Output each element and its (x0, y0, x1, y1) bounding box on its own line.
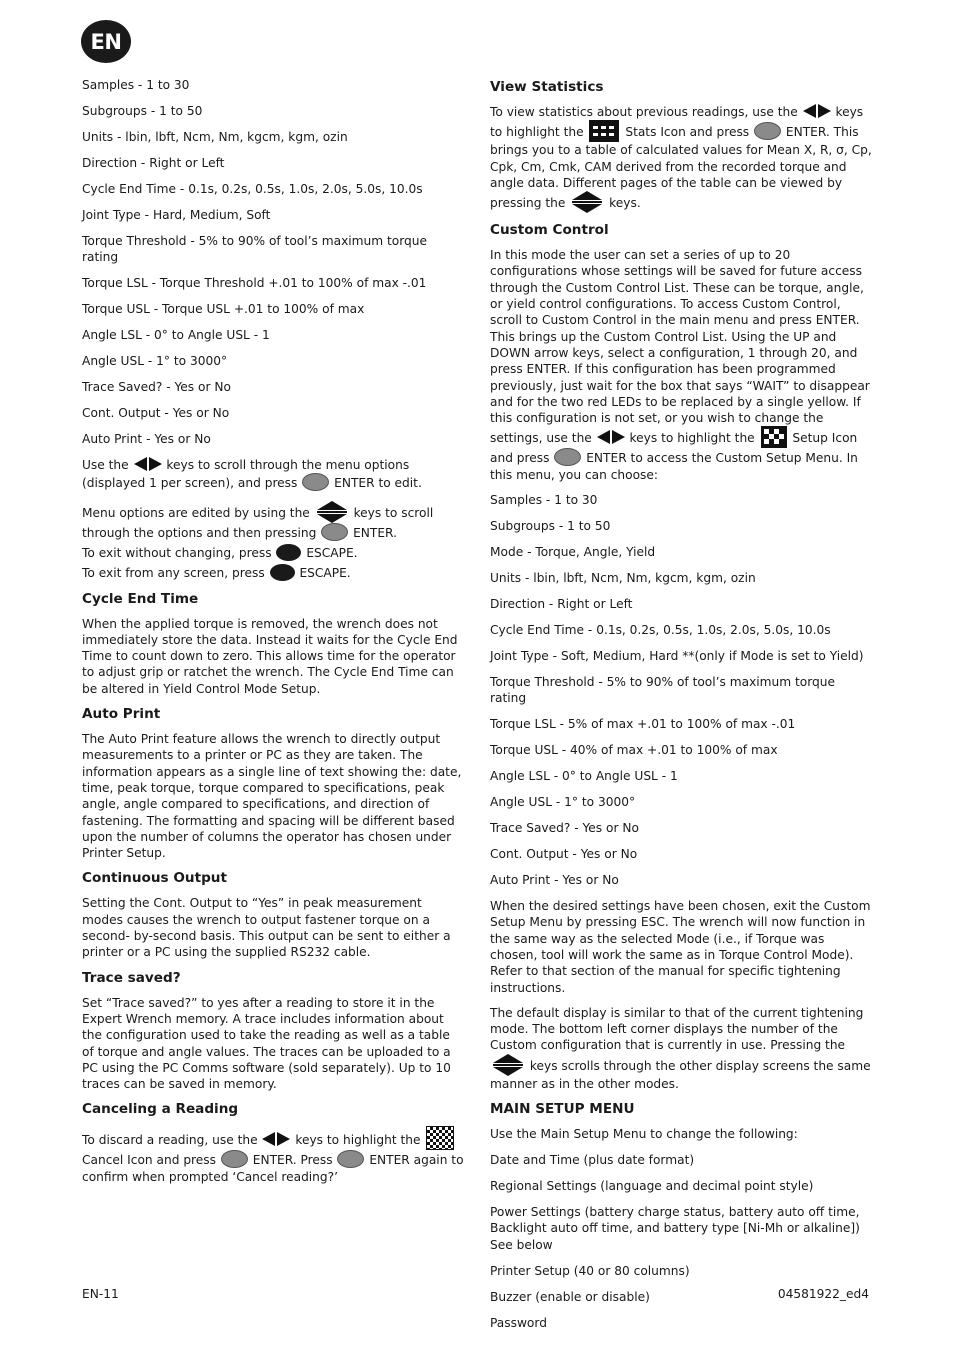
enter-key-icon (554, 448, 581, 466)
main-setup-item: Use the Main Setup Menu to change the following: (490, 1127, 798, 1142)
custom-option-item: Torque LSL - 5% of max +.01 to 100% of max -.01 (490, 717, 796, 732)
custom-options-list (490, 492, 874, 888)
menu-option-item: Samples - 1 to 30 (82, 78, 190, 92)
right-arrow-key-icon (149, 457, 162, 471)
auto-print-text: The Auto Print feature allows the wrench to directly output measurements to a printer or PC as they are taken. The information appears as a single line of text showing the: date, time, peak torque, torque compared to specifications, peak angle, angle compared to specifications, and direction of fastening. The formatting and spacing will be different based upon the number of columns the operator has chosen under Printer Setup. (82, 732, 462, 861)
custom-option-item: Direction - Right or Left (490, 596, 633, 611)
main-setup-item: Buzzer (enable or disable) (490, 1289, 650, 1304)
custom-option-item: Torque USL - 40% of max +.01 to 100% of max (490, 743, 778, 758)
custom-option-item: Angle LSL - 0° to Angle USL - 1 (490, 769, 678, 784)
escape-key-icon (276, 544, 301, 561)
custom-option-item: Torque Threshold - 5% to 90% of tool’s maximum torque rating (490, 674, 836, 706)
enter-key-icon (302, 473, 329, 491)
menu-options-list (82, 77, 464, 447)
setup-icon (761, 426, 787, 448)
language-badge: EN (81, 20, 131, 63)
main-setup-item: Printer Setup (40 or 80 columns) (490, 1263, 690, 1278)
cycle-end-time-heading: Cycle End Time (82, 590, 199, 607)
custom-option-item: Mode - Torque, Angle, Yield (490, 545, 656, 560)
escape-key-icon (270, 564, 295, 581)
cycle-end-time-text: When the applied torque is removed, the wrench does not immediately store the data. Instead it waits for the Cycle End Time to count down to zero. This allows time for the operator to adjust grip or ratchet the wrench. The Cycle End Time can be altered in Yield Control Mode Setup. (82, 616, 458, 696)
trace-saved-text: Set “Trace saved?” to yes after a reading to store it in the Expert Wrench memory. A trace includes information about the configuration used to take the reading as well as a table of torque and angle values. The traces can be uploaded to a PC using the PC Comms software (sold separately). Up to 10 traces can be saved in memory. (82, 995, 451, 1092)
view-statistics-heading: View Statistics (490, 79, 604, 95)
up-down-key-icon (316, 501, 348, 523)
custom-option-item: Subgroups - 1 to 50 (490, 519, 611, 534)
canceling-reading-text: To discard a reading, use the keys to highlight the Cancel Icon and press ENTER. Press ENTER again to confirm when prompted ‘Cancel reading?’ (82, 1126, 464, 1185)
custom-control-text: In this mode the user can set a series of up to 20 configurations whose settings will be saved for future access through the Custom Control List. These can be torque, angle, or yield control configurations. To access Custom Control, scroll to Custom Control in the main menu and press ENTER. This brings up the Custom Control List. Using the UP and DOWN arrow keys, select a configuration, 1 through 20, and press ENTER. If this configuration has been programmed previously, just wait for the box that says “WAIT” to disappear and for the two red LEDs to be replaced by a single yellow. If this configuration is not set, or you wish to change the settings, use the keys to highlight the Setup Icon and press ENTER to access the Custom Setup Menu. In this menu, you can choose: (490, 248, 870, 482)
enter-key-icon (754, 122, 781, 140)
continuous-output-heading: Continuous Output (82, 870, 227, 887)
custom-option-item: Samples - 1 to 30 (490, 493, 598, 508)
menu-option-item: Auto Print - Yes or No (82, 432, 211, 447)
custom-control-heading: Custom Control (490, 222, 609, 239)
menu-option-item: Joint Type - Hard, Medium, Soft (82, 207, 271, 222)
continuous-output-text: Setting the Cont. Output to “Yes” in peak measurement modes causes the wrench to output fastener torque on a second- by-second basis. This output can be sent to either a printer or a PC using the supplied RS232 cable. (82, 896, 451, 960)
menu-option-item: Units - lbin, lbft, Ncm, Nm, kgcm, kgm, ozin (82, 129, 348, 144)
page-number: EN-11 (82, 1287, 119, 1301)
left-arrow-key-icon (134, 457, 147, 471)
menu-option-item: Angle LSL - 0° to Angle USL - 1 (82, 328, 270, 343)
menu-option-item: Cycle End Time - 0.1s, 0.2s, 0.5s, 1.0s, 2.0s, 5.0s, 10.0s (82, 181, 423, 196)
up-down-key-icon (571, 191, 603, 213)
cancel-icon (426, 1126, 454, 1150)
enter-key-icon (221, 1150, 248, 1168)
canceling-reading-heading: Canceling a Reading (82, 1101, 239, 1118)
menu-option-item: Subgroups - 1 to 50 (82, 103, 203, 118)
custom-option-item: Units - lbin, lbft, Ncm, Nm, kgcm, kgm, ozin (490, 571, 756, 585)
left-arrow-key-icon (262, 1132, 275, 1146)
custom-option-item: Cont. Output - Yes or No (490, 847, 638, 862)
right-column (490, 77, 874, 1341)
custom-option-item: Angle USL - 1° to 3000° (490, 795, 636, 810)
default-display-text: The default display is similar to that of the current tightening mode. The bottom left corner displays the number of the Custom configuration that is currently in use. Pressing the keys scrolls through the other display screens the same manner as in the other modes. (490, 1005, 871, 1091)
main-setup-item: Date and Time (plus date format) (490, 1153, 695, 1168)
exit-instruction-1: To exit without changing, press ESCAPE. (82, 545, 358, 560)
view-statistics-text: To view statistics about previous readings, use the keys to highlight the Stats Icon and press ENTER. This brings you to a table of calculated values for Mean X, R, σ, Cp, Cpk, Cm, Cmk, CAM derived from the recorded torque and angle data. Different pages of the table can be viewed by pressing the keys. (490, 104, 874, 213)
custom-option-item: Trace Saved? - Yes or No (490, 821, 639, 836)
custom-option-item: Auto Print - Yes or No (490, 873, 619, 888)
auto-print-heading: Auto Print (82, 706, 161, 723)
menu-option-item: Torque LSL - Torque Threshold +.01 to 100% of max -.01 (82, 276, 427, 291)
document-id: 04581922_ed4 (777, 1287, 869, 1301)
left-arrow-key-icon (803, 104, 816, 118)
up-down-key-icon (492, 1054, 524, 1076)
enter-key-icon (321, 523, 348, 541)
scroll-instruction: Use the keys to scroll through the menu options (displayed 1 per screen), and press ENTER to edit. (82, 458, 422, 491)
main-setup-item: Password (490, 1315, 547, 1330)
main-setup-menu-heading: MAIN SETUP MENU (490, 1101, 635, 1118)
custom-option-item: Joint Type - Soft, Medium, Hard **(only if Mode is set to Yield) (490, 648, 864, 663)
main-setup-item: Regional Settings (language and decimal point style) (490, 1179, 814, 1194)
enter-key-icon (337, 1150, 364, 1168)
custom-option-item: Cycle End Time - 0.1s, 0.2s, 0.5s, 1.0s, 2.0s, 5.0s, 10.0s (490, 622, 831, 637)
menu-option-item: Torque Threshold - 5% to 90% of tool’s maximum torque rating (82, 233, 428, 265)
trace-saved-heading: Trace saved? (82, 969, 181, 986)
right-arrow-key-icon (277, 1132, 290, 1146)
right-arrow-key-icon (818, 104, 831, 118)
exit-instruction-2: To exit from any screen, press ESCAPE. (82, 566, 351, 581)
menu-option-item: Torque USL - Torque USL +.01 to 100% of max (82, 302, 365, 317)
desired-settings-text: When the desired settings have been chosen, exit the Custom Setup Menu by pressing ESC. The wrench will now function in the same way as the selected Mode (i.e., if Torque was chosen, tool will work the same as in Torque Control Mode). Refer to that section of the manual for specific tightening instructions. (490, 899, 871, 995)
main-setup-item: Power Settings (battery charge status, battery auto off time, Backlight auto off time, and battery type [Ni-Mh or alkaline]) See below (490, 1205, 860, 1252)
left-arrow-key-icon (597, 430, 610, 444)
right-arrow-key-icon (612, 430, 625, 444)
left-column (82, 77, 464, 1194)
menu-option-item: Cont. Output - Yes or No (82, 406, 230, 421)
menu-option-item: Direction - Right or Left (82, 155, 225, 170)
menu-option-item: Trace Saved? - Yes or No (82, 380, 231, 395)
menu-option-item: Angle USL - 1° to 3000° (82, 354, 228, 369)
edit-instruction: Menu options are edited by using the keys to scroll through the options and then pressing ENTER. (82, 501, 464, 541)
stats-icon (589, 120, 619, 142)
